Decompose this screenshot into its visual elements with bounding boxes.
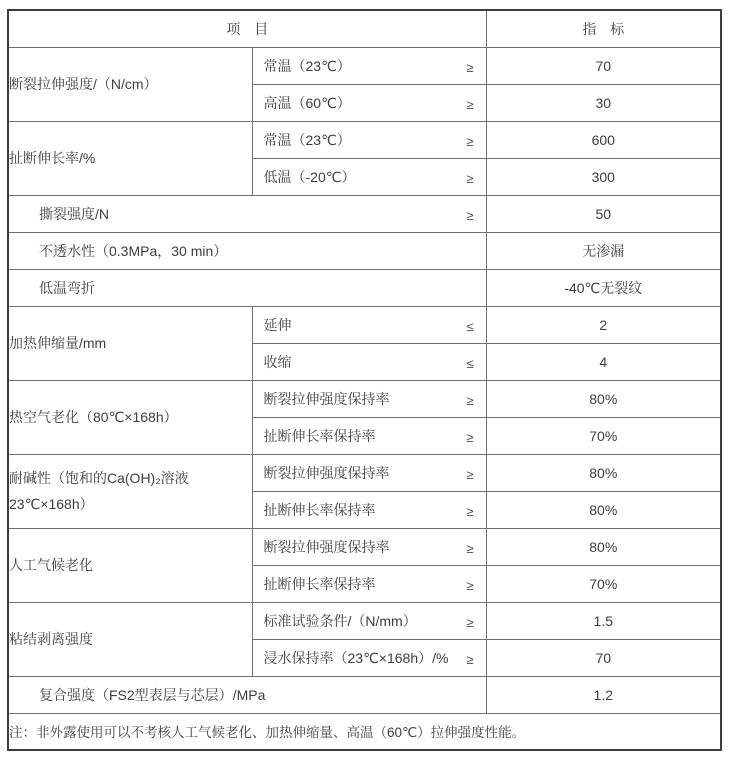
sub-item-cell [252, 84, 486, 121]
index-value: 70% [486, 417, 721, 454]
item-cell [8, 195, 486, 232]
item-label: 撕裂强度/N [39, 205, 109, 222]
index-value: 30 [486, 84, 721, 121]
table-row [8, 306, 721, 343]
item-group-label: 断裂拉伸强度/（N/cm） [8, 47, 252, 121]
sub-item-cell [252, 565, 486, 602]
item-cell [8, 676, 486, 713]
sub-item-cell [252, 528, 486, 565]
item-label: 复合强度（FS2型表层与芯层）/MPa [39, 686, 266, 703]
table-row [8, 528, 721, 565]
item-group-label: 扯断伸长率/% [8, 121, 252, 195]
sub-item-label: 扯断伸长率保持率 [263, 575, 376, 592]
sub-item-label: 浸水保持率（23℃×168h）/% [263, 649, 449, 666]
column-header-index: 指 标 [486, 10, 721, 47]
index-value: 无渗漏 [486, 232, 721, 269]
table-row [8, 602, 721, 639]
spec-table [7, 9, 722, 751]
sub-item-label: 扯断伸长率保持率 [263, 427, 376, 444]
comparison-operator: ≤ [466, 319, 474, 334]
item-group-label: 粘结剥离强度 [8, 602, 252, 676]
comparison-operator: ≥ [466, 578, 474, 593]
comparison-operator: ≥ [466, 467, 474, 482]
index-value: 300 [486, 158, 721, 195]
comparison-operator: ≥ [466, 171, 474, 186]
comparison-operator: ≥ [466, 541, 474, 556]
index-value: 50 [486, 195, 721, 232]
comparison-operator: ≤ [466, 356, 474, 371]
table-row [8, 676, 721, 713]
index-value: 80% [486, 491, 721, 528]
sub-item-label: 收缩 [263, 353, 292, 370]
sub-item-label: 扯断伸长率保持率 [263, 501, 376, 518]
table-row [8, 232, 721, 269]
sub-item-label: 低温（-20℃） [263, 168, 356, 185]
comparison-operator: ≥ [466, 393, 474, 408]
item-label: 低温弯折 [39, 279, 95, 296]
sub-item-label: 标准试验条件/（N/mm） [263, 612, 417, 629]
table-body [8, 47, 721, 713]
index-value: 4 [486, 343, 721, 380]
comparison-operator: ≥ [466, 504, 474, 519]
comparison-operator: ≥ [466, 615, 474, 630]
sub-item-label: 常温（23℃） [263, 131, 351, 148]
sub-item-cell [252, 158, 486, 195]
table-row [8, 47, 721, 84]
index-value: 70 [486, 47, 721, 84]
table-row [8, 121, 721, 158]
sub-item-cell [252, 306, 486, 343]
sub-item-cell [252, 121, 486, 158]
sub-item-label: 断裂拉伸强度保持率 [263, 538, 390, 555]
sub-item-cell [252, 491, 486, 528]
item-group-label: 热空气老化（80℃×168h） [8, 380, 252, 454]
table-row [8, 380, 721, 417]
comparison-operator: ≥ [466, 97, 474, 112]
comparison-operator: ≥ [466, 652, 474, 667]
comparison-operator: ≥ [466, 208, 474, 223]
index-value: 80% [486, 528, 721, 565]
sub-item-cell [252, 454, 486, 491]
item-cell [8, 232, 486, 269]
sub-item-cell [252, 47, 486, 84]
item-group-label: 加热伸缩量/mm [8, 306, 252, 380]
table-note-row [8, 713, 721, 750]
table-row [8, 454, 721, 491]
index-value: 70 [486, 639, 721, 676]
index-value: 1.5 [486, 602, 721, 639]
sub-item-label: 高温（60℃） [263, 94, 351, 111]
comparison-operator: ≥ [466, 134, 474, 149]
sub-item-cell [252, 602, 486, 639]
item-cell [8, 269, 486, 306]
table-row [8, 269, 721, 306]
sub-item-cell [252, 417, 486, 454]
sub-item-cell [252, 380, 486, 417]
sub-item-label: 常温（23℃） [263, 57, 351, 74]
comparison-operator: ≥ [466, 430, 474, 445]
note-text: 注：非外露使用可以不考核人工气候老化、加热伸缩量、高温（60℃）拉伸强度性能。 [8, 713, 721, 750]
comparison-operator: ≥ [466, 60, 474, 75]
index-value: 80% [486, 454, 721, 491]
table-header-row [8, 10, 721, 47]
index-value: -40℃无裂纹 [486, 269, 721, 306]
item-group-label: 耐碱性（饱和的Ca(OH)₂溶液 23℃×168h） [8, 454, 252, 528]
index-value: 1.2 [486, 676, 721, 713]
item-label: 不透水性（0.3MPa，30 min） [39, 242, 228, 259]
sub-item-label: 断裂拉伸强度保持率 [263, 464, 390, 481]
sub-item-label: 断裂拉伸强度保持率 [263, 390, 390, 407]
sub-item-cell [252, 639, 486, 676]
column-header-item: 项 目 [8, 10, 486, 47]
index-value: 600 [486, 121, 721, 158]
index-value: 80% [486, 380, 721, 417]
table-row [8, 195, 721, 232]
sub-item-label: 延伸 [263, 316, 292, 333]
index-value: 2 [486, 306, 721, 343]
index-value: 70% [486, 565, 721, 602]
item-group-label: 人工气候老化 [8, 528, 252, 602]
sub-item-cell [252, 343, 486, 380]
